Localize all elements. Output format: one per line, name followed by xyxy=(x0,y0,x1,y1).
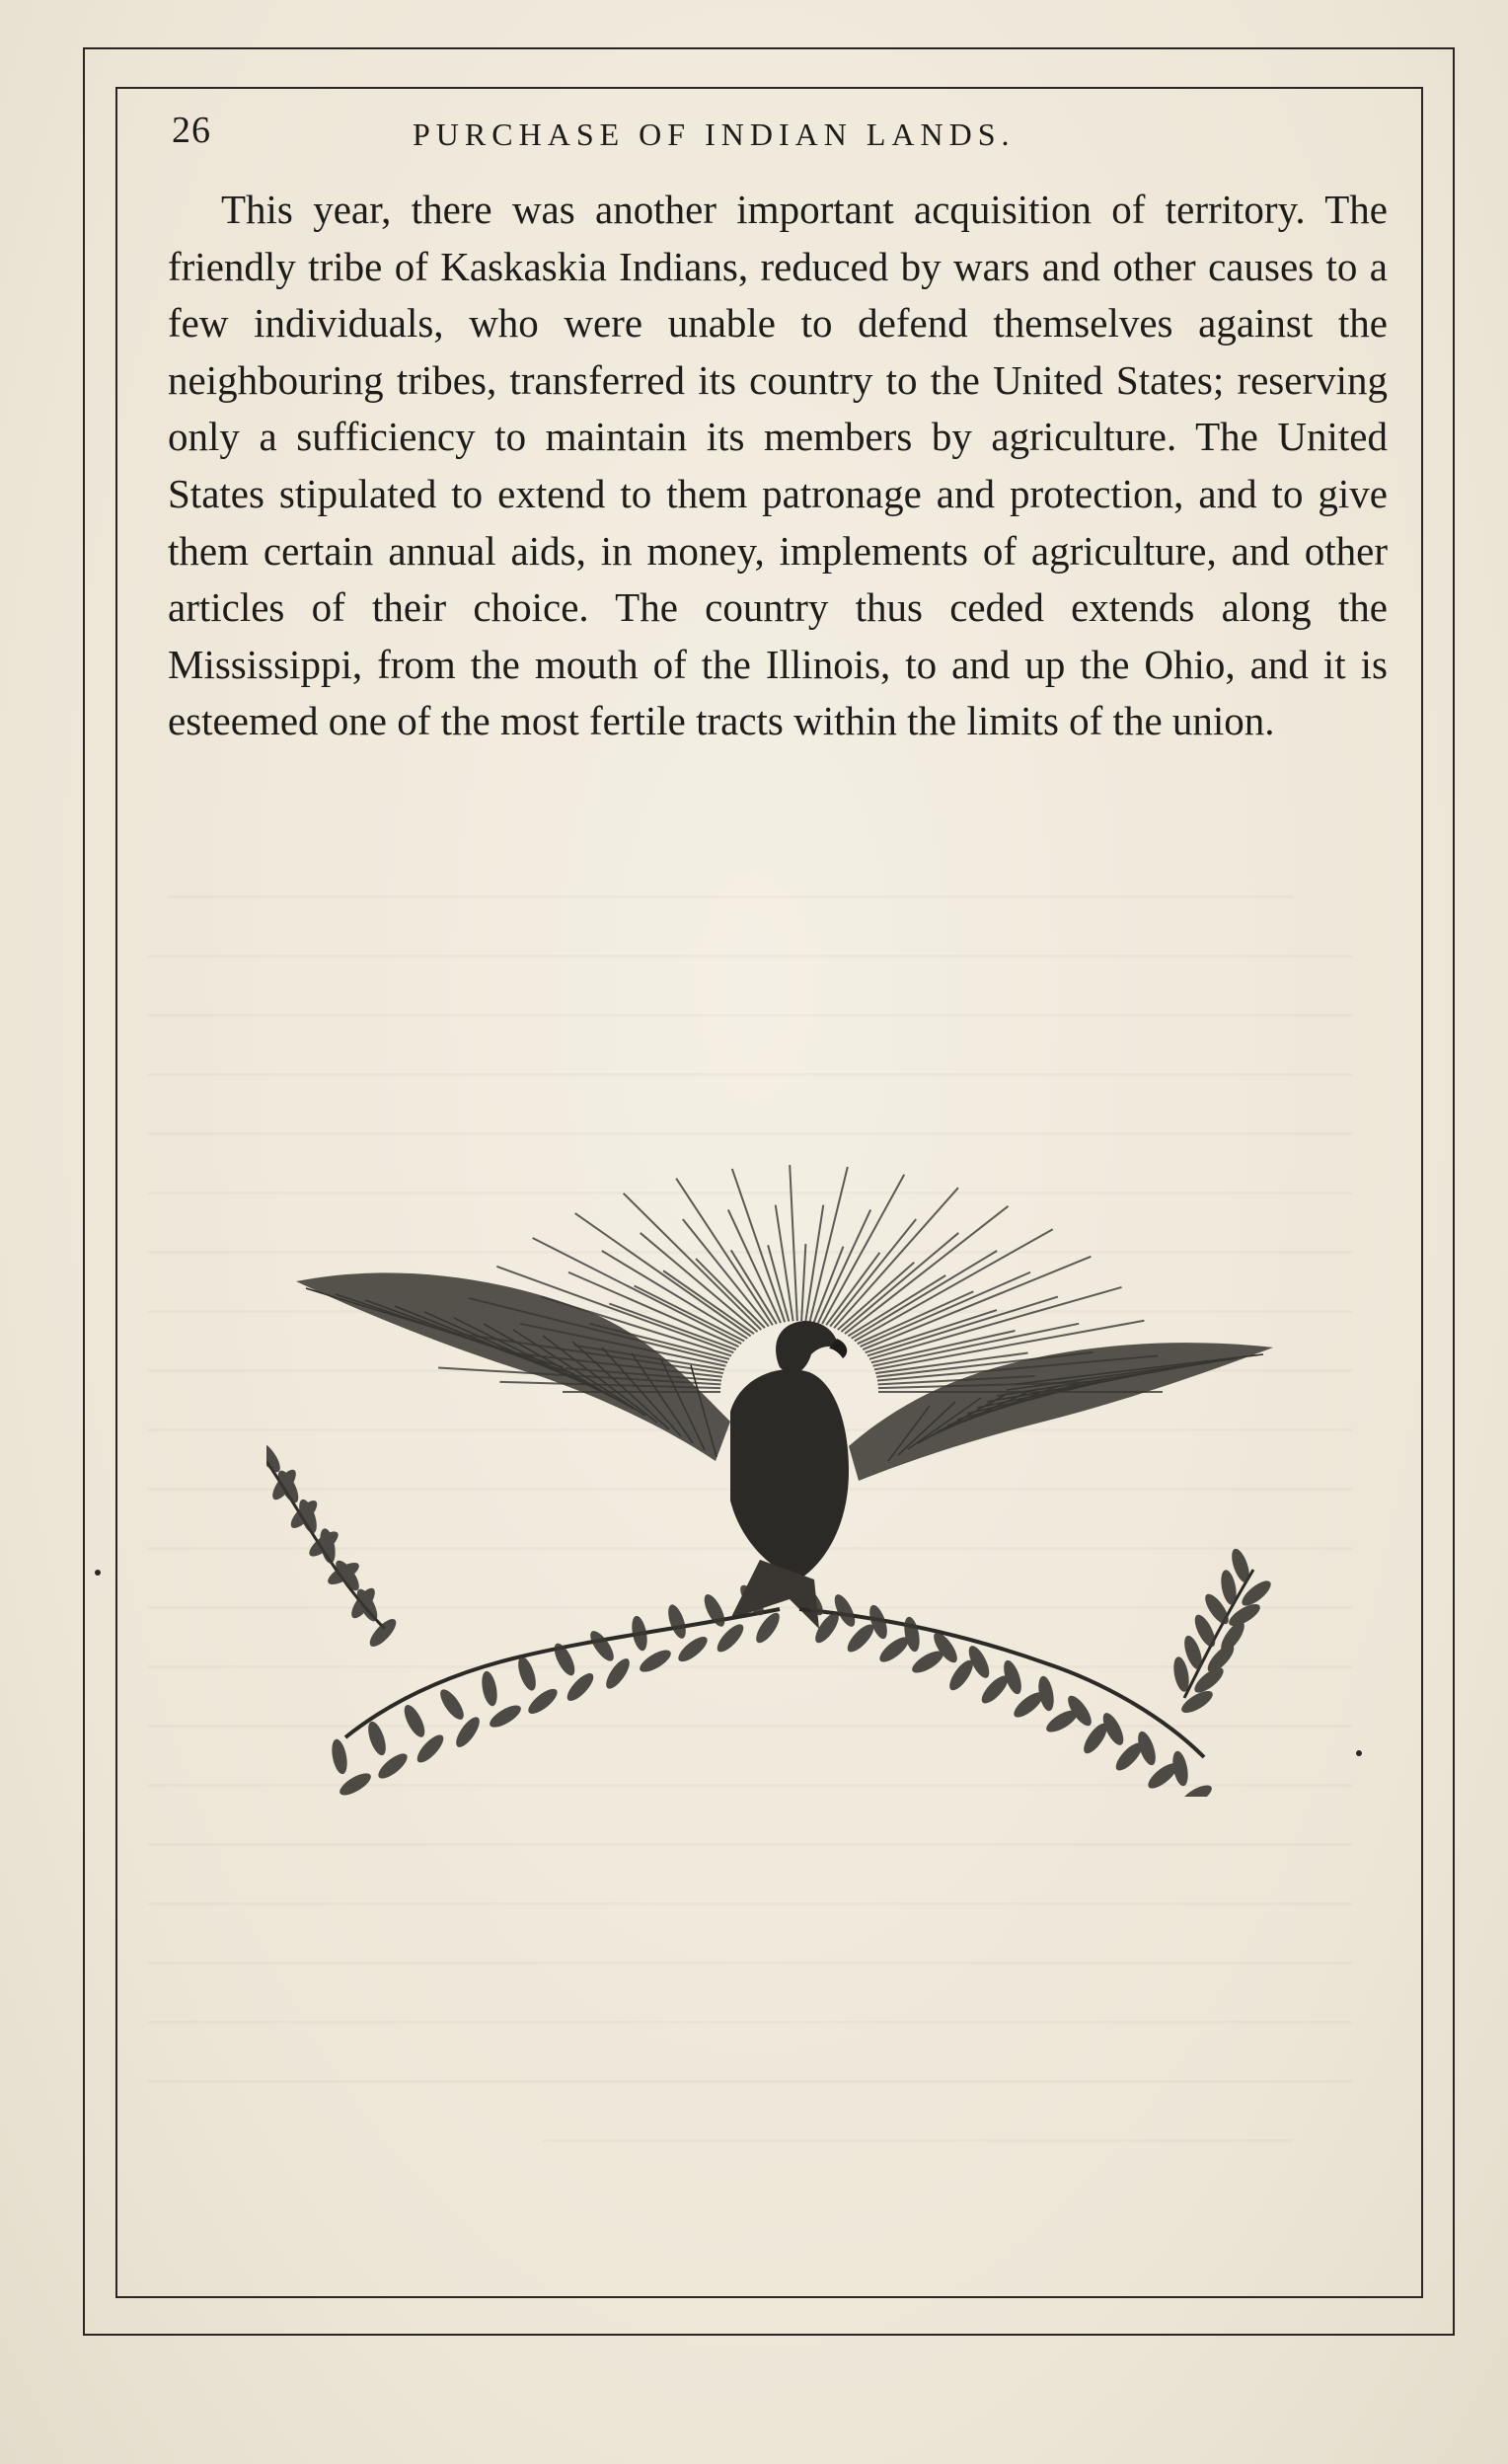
laurel-leaf xyxy=(586,1628,618,1665)
sunburst-ray xyxy=(790,1165,797,1321)
laurel-leaf xyxy=(480,1670,500,1708)
sunburst-ray xyxy=(732,1169,785,1322)
sunburst-ray xyxy=(818,1209,870,1323)
laurel-leaf xyxy=(330,1737,350,1775)
sunburst-ray xyxy=(801,1244,805,1321)
laurel-leaf xyxy=(452,1714,484,1751)
eagle-with-laurel-branches-icon xyxy=(266,1165,1293,1797)
page-header xyxy=(172,107,1395,162)
laurel-leaf xyxy=(365,1720,390,1758)
laurel-leaf xyxy=(414,1731,448,1766)
sunburst-ray xyxy=(861,1272,1030,1347)
laurel-leaf xyxy=(266,1438,284,1476)
laurel-leaf xyxy=(714,1620,748,1656)
sunburst-ray xyxy=(641,1233,758,1332)
page-number: 26 xyxy=(172,110,211,151)
laurel-leaf xyxy=(665,1602,690,1641)
laurel-leaf xyxy=(564,1669,598,1705)
laurel-leaf xyxy=(515,1655,540,1693)
laurel-leaf xyxy=(401,1702,429,1739)
laurel-leaf xyxy=(436,1686,468,1724)
ink-speck xyxy=(1356,1750,1362,1756)
laurel-leaf xyxy=(366,1615,401,1651)
eagle-engraving xyxy=(266,1165,1293,1797)
ink-speck xyxy=(95,1570,101,1576)
body-paragraph: This year, there was another important acquisition of territory. The friendly tribe of Kaskaskia Indians, reduced by wars and other causes to a few individuals, who were unable to defend themselves against the neighbouring tribes, transferred its country to the United States; reserving only a sufficiency to maintain its members by agriculture. The United States stipulated to extend to them patronage and protection, and to give them certain annual aids, in money, implements of agriculture, and other articles of their choice. The country thus ceded extends along the Mississippi, from the mouth of the Illinois, to and up the Ohio, and it is esteemed one of the most fertile tracts within the limits of the union. xyxy=(168,187,1388,744)
laurel-leaf xyxy=(602,1656,634,1693)
running-head: PURCHASE OF INDIAN LANDS. xyxy=(413,116,1016,152)
